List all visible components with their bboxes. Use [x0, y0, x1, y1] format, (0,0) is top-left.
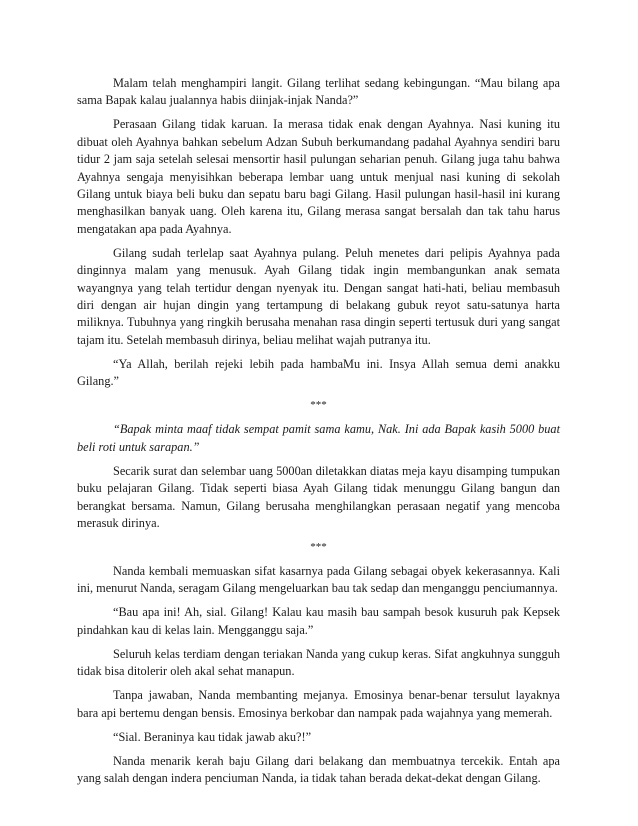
- paragraph: Perasaan Gilang tidak karuan. Ia merasa tidak enak dengan Ayahnya. Nasi kuning itu dibuat oleh Ayahnya bahkan sebelum Adzan Subuh berkumandang padahal Ayahnya sendiri baru tidur 2 jam saja setelah selesai mensortir hasil pulungan seharian penuh. Gilang juga tahu bahwa Ayahnya sengaja menyisihkan beberapa lembar uang untuk menjual nasi kuning di sekolah Gilang untuk biaya beli buku dan sepatu baru bagi Gilang. Hasil pulungan hasil-hasil ini kurang menghasilkan banyak uang. Oleh karena itu, Gilang merasa sangat bersalah dan tak tahu harus mengatakan apa pada Ayahnya.: [77, 117, 560, 236]
- section-separator: ***: [310, 399, 327, 412]
- paragraph: Malam telah menghampiri langit. Gilang terlihat sedang kebingungan. “Mau bilang apa sama Bapak kalau jualannya habis diinjak-injak Nanda?”: [77, 76, 560, 108]
- paragraph: “Bau apa ini! Ah, sial. Gilang! Kalau kau masih bau sampah besok kusuruh pak Kepsek pindahkan kau di kelas lain. Mengganggu saja.”: [77, 605, 560, 637]
- paragraph: Nanda kembali memuaskan sifat kasarnya pada Gilang sebagai obyek kekerasannya. Kali ini, menurut Nanda, seragam Gilang mengeluarkan bau tak sedap dan menganggu penciumannya.: [77, 563, 560, 596]
- paragraph: “Ya Allah, berilah rejeki lebih pada hambaMu ini. Insya Allah semua demi anakku Gilang.”: [77, 356, 560, 389]
- paragraph: Gilang sudah terlelap saat Ayahnya pulang. Peluh menetes dari pelipis Ayahnya pada dinginnya malam yang menusuk. Ayah Gilang tidak ingin membangunkan anak semata wayangnya yang telah tertidur dengan nyenyak itu. Dengan sangat hati-hati, beliau membasuh diri dengan air hujan dingin yang tertampung di belakang gubuk reyot satu-satunya harta miliknya. Tubuhnya yang ringkih berusaha menahan rasa dingin seperti tertusuk duri yang sangat tajam itu. Setelah membasuh dirinya, beliau melihat wajah putranya itu.: [77, 245, 560, 347]
- paragraph: “Sial. Beraninya kau tidak jawab aku?!”: [113, 729, 312, 744]
- paragraph-italic-letter: “Bapak minta maaf tidak sempat pamit sama kamu, Nak. Ini ada Bapak kasih 5000 buat beli roti untuk sarapan.”: [77, 422, 560, 454]
- paragraph: Tanpa jawaban, Nanda membanting mejanya. Emosinya benar-benar tersulut layaknya bara api bertemu dengan bensis. Emosinya berkobar dan nampak pada wajahnya yang memerah.: [77, 688, 560, 720]
- paragraph: Seluruh kelas terdiam dengan teriakan Nanda yang cukup keras. Sifat angkuhnya sungguh tidak bisa ditolerir oleh akal sehat manapun.: [77, 646, 560, 679]
- paragraph: Secarik surat dan selembar uang 5000an diletakkan diatas meja kayu disamping tumpukan buku pelajaran Gilang. Tidak seperti biasa Ayah Gilang tidak menunggu Gilang bangun dan berangkat bersama. Namun, Gilang berusaha menghilangkan perasaan negatif yang mencoba merasuk dirinya.: [77, 463, 560, 530]
- section-separator: ***: [310, 540, 327, 553]
- paragraph: Nanda menarik kerah baju Gilang dari belakang dan membuatnya tercekik. Entah apa yang salah dengan indera penciuman Nanda, ia tidak tahan berada dekat-dekat dengan Gilang.: [77, 753, 560, 785]
